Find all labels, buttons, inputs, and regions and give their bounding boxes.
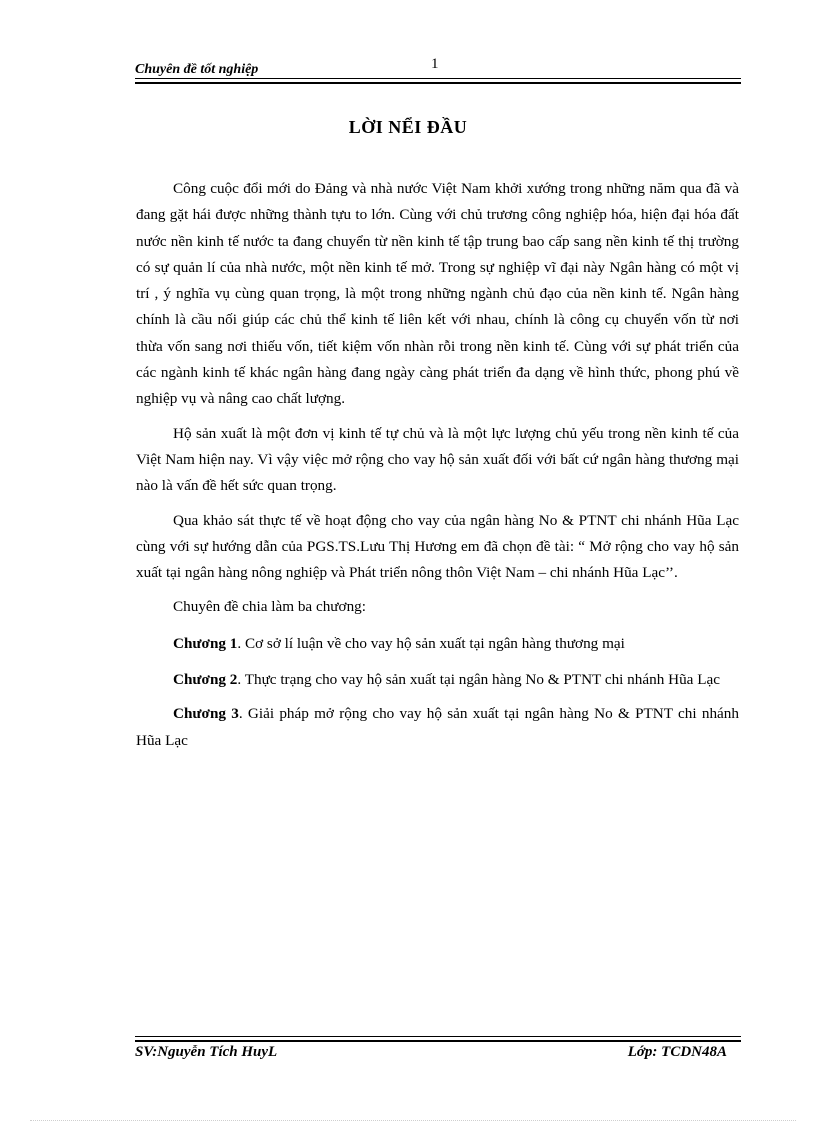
chapter-item bbox=[136, 667, 739, 693]
paragraph: Hộ sản xuất là một đơn vị kinh tế tự chủ và là một lực lượng chủ yếu trong nền kinh tế của Việt Nam hiện nay. Vì vậy việc mở rộng cho vay hộ sản xuất đối với bất cứ ngân hàng thương mại nào là vấn đề hết sức quan trọng. bbox=[136, 424, 739, 495]
chapter-text: . Giải pháp mở rộng cho vay hộ sản xuất tại ngân hàng No & PTNT chi nhánh Hũa Lạc bbox=[136, 705, 739, 749]
page-header bbox=[135, 56, 741, 82]
page-footer bbox=[135, 1036, 741, 1066]
footer-class: Lớp: TCDN48A bbox=[627, 1044, 727, 1060]
page-number: 1 bbox=[431, 56, 439, 72]
chapter-label: Chương 3 bbox=[173, 705, 239, 723]
chapter-label: Chương 2 bbox=[173, 671, 238, 689]
chapter-item bbox=[136, 701, 739, 754]
chapter-item bbox=[136, 631, 739, 657]
chapter-text: . Thực trạng cho vay hộ sản xuất tại ngân hàng No & PTNT chi nhánh Hũa Lạc bbox=[237, 671, 720, 689]
chapter-label: Chương 1 bbox=[173, 634, 238, 652]
page-edge-dots bbox=[30, 1120, 796, 1121]
chapter-text: . Cơ sở lí luận về cho vay hộ sản xuất tại ngân hàng thương mại bbox=[237, 634, 625, 652]
document-body bbox=[136, 176, 739, 762]
document-heading: LỜI NỂI ĐẦU bbox=[348, 117, 468, 137]
footer-rule bbox=[135, 1036, 741, 1042]
footer-student: SV:Nguyễn Tích HuyL bbox=[135, 1044, 278, 1060]
paragraph: Qua khảo sát thực tế về hoạt động cho vay của ngân hàng No & PTNT chi nhánh Hũa Lạc cùng với sự hướng dẫn của PGS.TS.Lưu Thị Hương em đã chọn đề tài: “ Mở rộng cho vay hộ sản xuất tại ngân hàng nông nghiệp và Phát triển nông thôn Việt Nam – chi nhánh Hũa Lạc’’. bbox=[136, 511, 739, 582]
paragraph: Công cuộc đổi mới do Đảng và nhà nước Việt Nam khởi xướng trong những năm qua đã và đang gặt hái được những thành tựu to lớn. Cùng với chủ trương công nghiệp hóa, hiện đại hóa đất nước nền kinh tế nước ta đang chuyển từ nền kinh tế tập trung bao cấp sang nền kinh tế thị trường có sự quản lí của nhà nước, một nền kinh tế mở. Trong sự nghiệp vĩ đại này Ngân hàng có một vị trí , ý nghĩa vụ cùng quan trọng, là một trong những ngành chủ đạo của nền kinh tế. Ngân hàng chính là cầu nối giúp các chủ thể kinh tế liên kết với nhau, chính là công cụ chuyển vốn từ nơi thừa vốn sang nơi thiếu vốn, tiết kiệm vốn nhàn rỗi trong nền kinh tế. Cùng với sự phát triển của các ngành kinh tế khác ngân hàng đang ngày càng phát triển đa dạng về hình thức, phong phú về nghiệp vụ và nâng cao chất lượng. bbox=[136, 180, 739, 408]
paragraph: Chuyên đề chia làm ba chương: bbox=[173, 598, 366, 616]
header-rule bbox=[135, 78, 741, 84]
header-title: Chuyên đề tốt nghiệp bbox=[135, 62, 259, 77]
